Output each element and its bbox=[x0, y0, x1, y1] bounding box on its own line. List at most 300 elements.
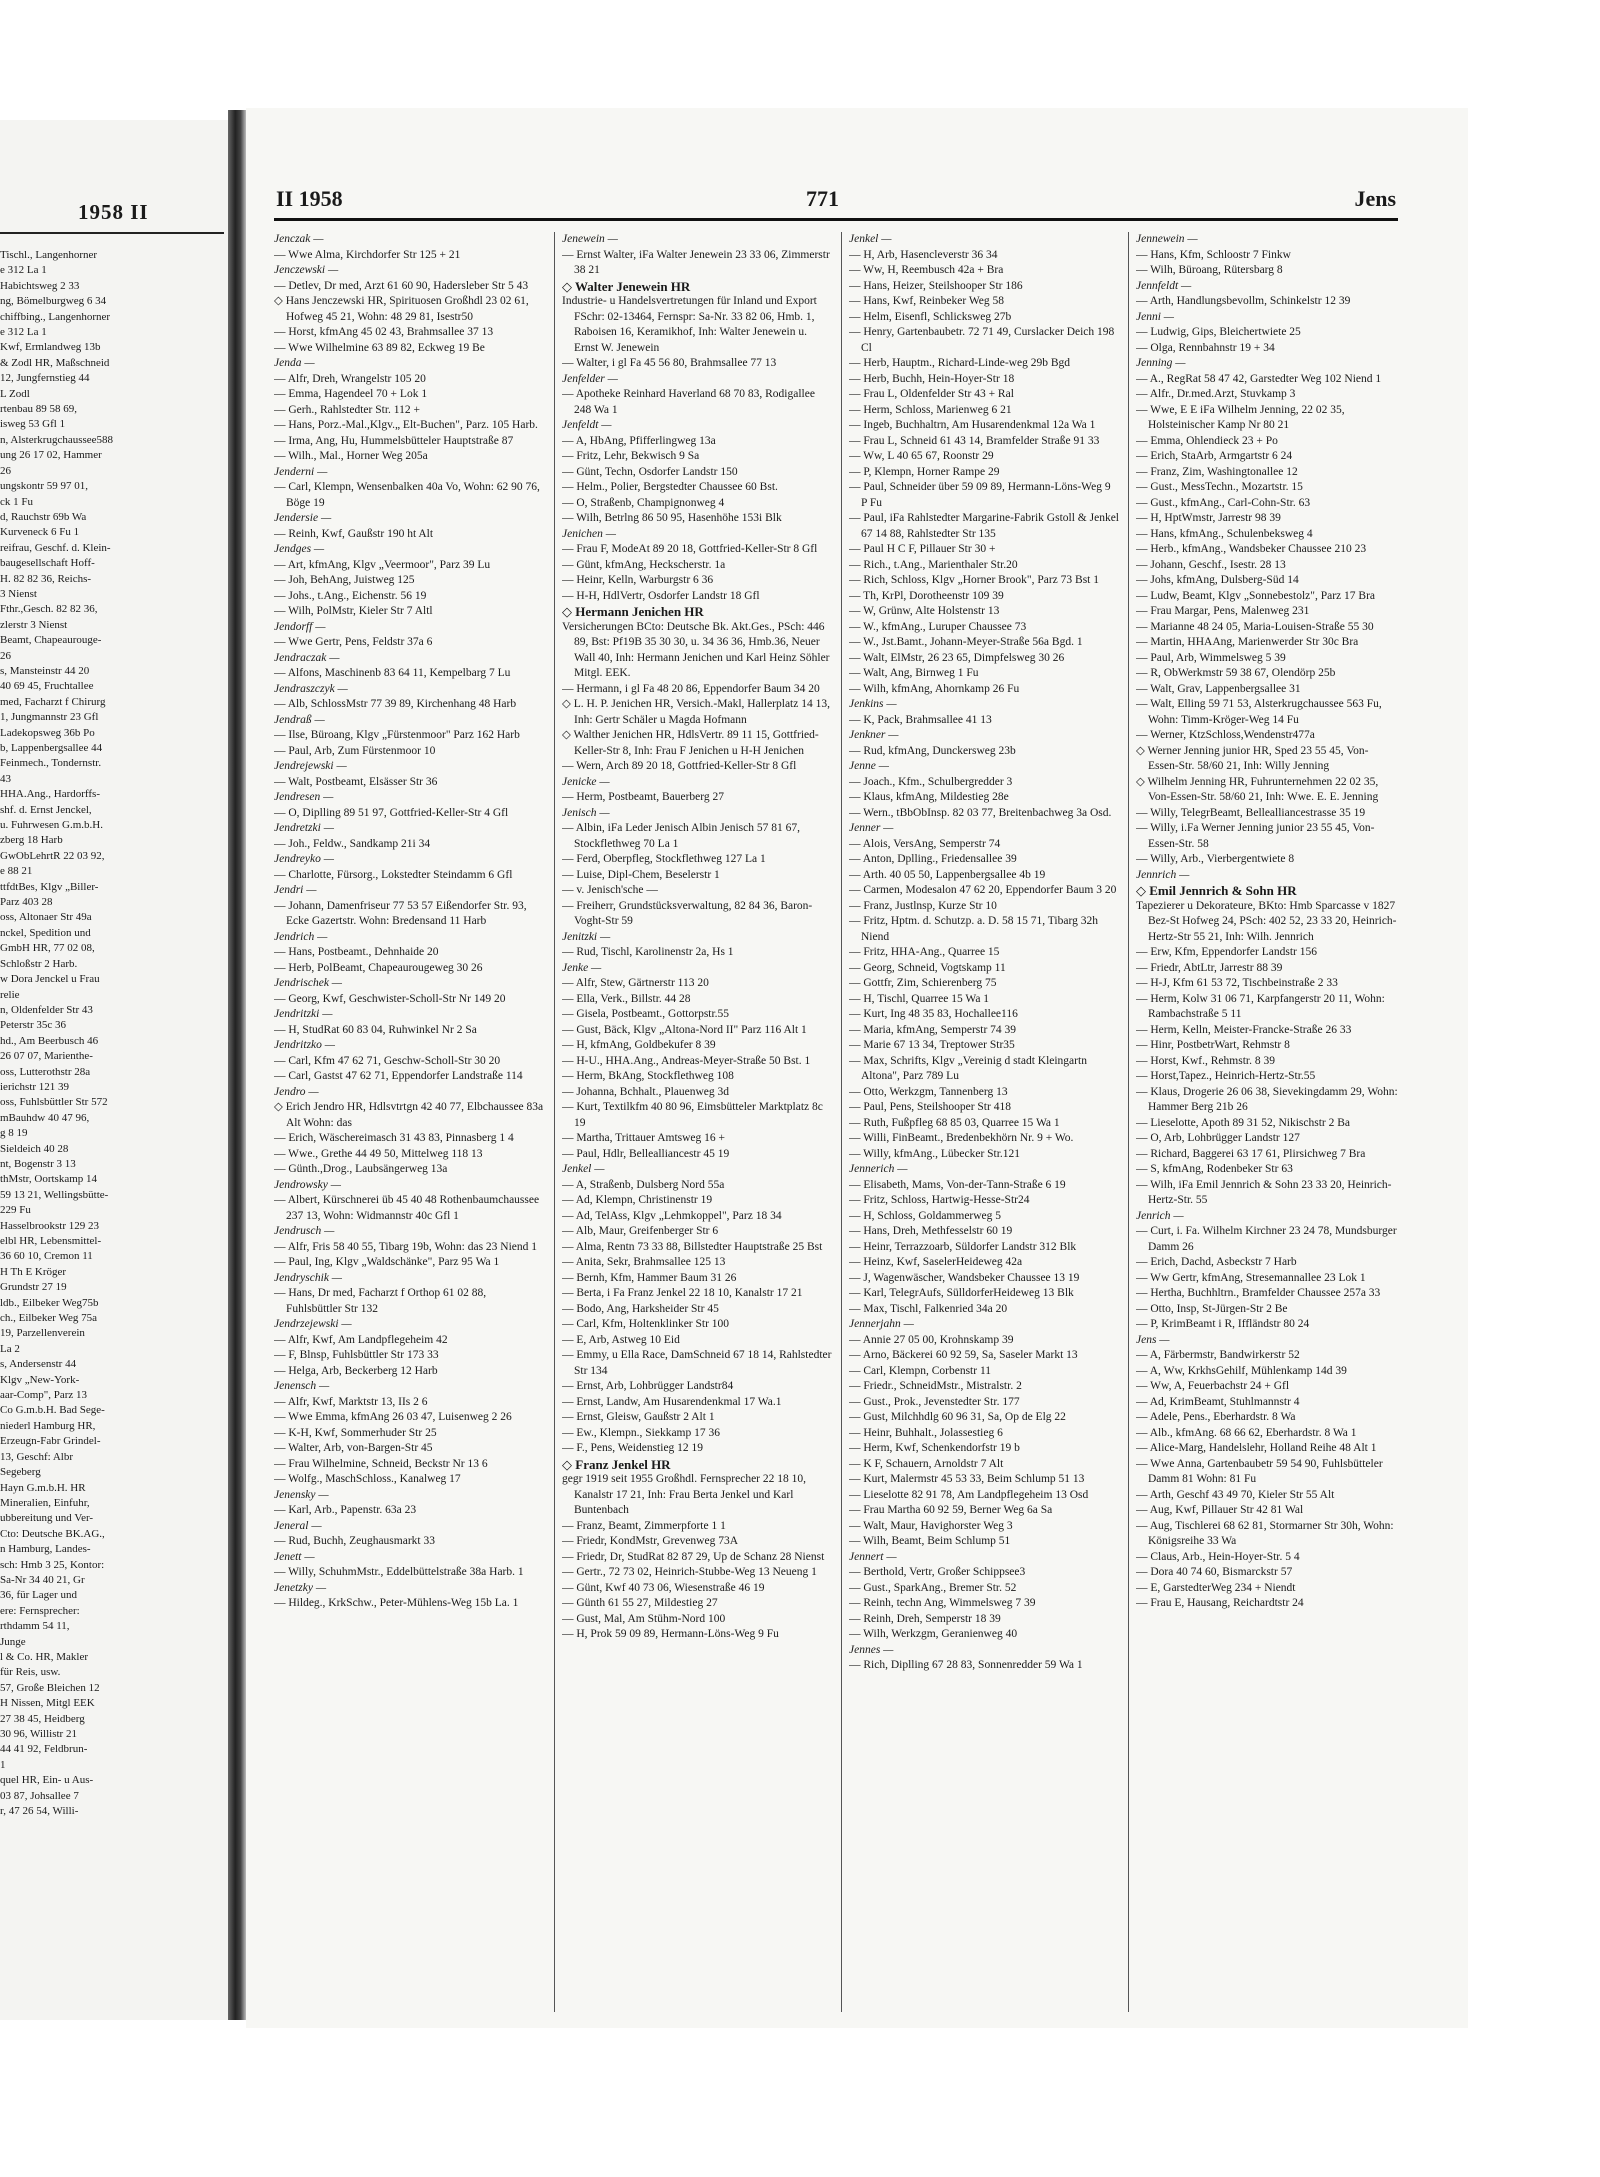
directory-entry: — Gust., Prok., Jevenstedter Str. 177 bbox=[849, 1395, 1020, 1408]
directory-entry: — Marie 67 13 34, Treptower Str35 bbox=[849, 1039, 1015, 1051]
left-page-line: ttfdtBes, Klgv „Biller- bbox=[0, 880, 99, 893]
directory-entry: — Elisabeth, Mams, Von-der-Tann-Straße 6 19 bbox=[849, 1178, 1066, 1191]
directory-entry: Versicherungen BCto: Deutsche Bk. Akt.Ges., PSch: 446 89, Bst: Pf19B 35 30 30, u. 34 36 36, Hmb.36, Neuer Wall 40, Inh: Hermann Jenichen und Karl Heinz Söhler Mitgl. EEK. bbox=[562, 620, 830, 679]
directory-entry: — Herb, Buchh, Hein-Hoyer-Str 18 bbox=[849, 372, 1015, 385]
directory-entry: — Walt, ElMstr, 26 23 65, Dimpfelsweg 30 26 bbox=[849, 651, 1065, 664]
directory-entry: — Freiherr, Grundstücksverwaltung, 82 84 36, Baron-Voght-Str 59 bbox=[562, 899, 813, 927]
surname-group-heading: Jennfeldt — bbox=[1136, 279, 1192, 292]
directory-entry: — Ww, H, Reembusch 42a + Bra bbox=[849, 264, 1004, 276]
left-page-line: GwObLehrtR 22 03 92, bbox=[0, 849, 105, 862]
directory-entry: Tapezierer u Dekorateure, BKto: Hmb Sparcasse v 1827 Bez-St Hofweg 24, PSch: 402 52, 23 33 20, Heinrich-Hertz-Str 55 21, Inh: Wilh. Jennrich bbox=[1136, 899, 1397, 943]
directory-entry: — Rud, kfmAng, Dunckersweg 23b bbox=[849, 744, 1016, 757]
directory-entry: — Helga, Arb, Beckerberg 12 Harb bbox=[274, 1364, 438, 1377]
directory-entry: — Walter, i gl Fa 45 56 80, Brahmsallee 77 13 bbox=[562, 357, 777, 369]
surname-group-heading: Jenkel — bbox=[562, 1163, 605, 1175]
left-page-line: 19, Parzellenverein bbox=[0, 1327, 85, 1340]
directory-entry: — Alfr, Fris 58 40 55, Tibarg 19b, Wohn: das 23 Niend 1 bbox=[274, 1240, 538, 1253]
left-page-line: rthdamm 54 11, bbox=[0, 1620, 70, 1633]
surname-group-heading: Jenfelder — bbox=[562, 372, 618, 385]
left-page-line: Klgv „New-York- bbox=[0, 1373, 80, 1386]
directory-entry: — Johs., t.Ang., Eichenstr. 56 19 bbox=[274, 589, 427, 602]
left-page-line: ck 1 Fu bbox=[0, 495, 33, 508]
left-header-rule bbox=[0, 232, 224, 234]
left-page-line: shf. d. Ernst Jenckel, bbox=[0, 803, 92, 816]
directory-entry: — Gisela, Postbeamt., Gottorpstr.55 bbox=[562, 1008, 730, 1020]
directory-entry: — Gust, Bäck, Klgv „Altona-Nord II" Parz 116 Alt 1 bbox=[562, 1023, 807, 1036]
surname-group-heading: Jenitzki — bbox=[562, 930, 611, 943]
left-page-line: Grundstr 27 19 bbox=[0, 1281, 67, 1294]
directory-entry: — Hinr, PostbetrWart, Rehmstr 8 bbox=[1136, 1039, 1290, 1051]
directory-entry: — Paul, iFa Rahlstedter Margarine-Fabrik Gstoll & Jenkel 67 14 88, Rahlstedter Str 135 bbox=[849, 512, 1119, 540]
directory-entry: — Willy, SchuhmMstr., Eddelbüttelstraße 38a Harb. 1 bbox=[274, 1566, 524, 1578]
directory-entry: — Albert, Kürschnerei üb 45 40 48 Rothenbaumchaussee 237 13, Wohn: Widmannstr 40c Gfl 1 bbox=[274, 1194, 540, 1222]
directory-column-4 bbox=[1136, 232, 1398, 2012]
directory-entry: — Joh, BehAng, Juistweg 125 bbox=[274, 574, 415, 586]
directory-entry: — Herb, Hauptm., Richard-Linde-weg 29b Bgd bbox=[849, 357, 1071, 369]
left-page-header: 1958 II bbox=[78, 200, 149, 224]
left-page-line: Fthr.,Gesch. 82 82 36, bbox=[0, 603, 98, 616]
directory-entry: — Alb., kfmAng. 68 66 62, Eberhardstr. 8 Wa 1 bbox=[1136, 1426, 1357, 1439]
directory-entry: — Emmy, u Ella Race, DamSchneid 67 18 14, Rahlstedter Str 134 bbox=[562, 1349, 832, 1377]
directory-entry: — Heinr, Terrazzoarb, Süldorfer Landstr 312 Blk bbox=[849, 1240, 1077, 1253]
surname-group-heading: Jenetzky — bbox=[274, 1581, 327, 1594]
directory-entry: — Olga, Rennbahnstr 19 + 34 bbox=[1136, 341, 1275, 354]
directory-entry: — A, Färbermstr, Bandwirkerstr 52 bbox=[1136, 1349, 1300, 1361]
directory-entry: — Gust., kfmAng., Carl-Cohn-Str. 63 bbox=[1136, 496, 1311, 509]
surname-group-heading: Jenning — bbox=[1136, 357, 1186, 369]
directory-entry: — Hans, Dr med, Facharzt f Orthop 61 02 88, Fuhlsbüttler Str 132 bbox=[274, 1287, 487, 1315]
left-page-line: Habichtsweg 2 33 bbox=[0, 279, 80, 292]
directory-entry: — Alfr, Dreh, Wrangelstr 105 20 bbox=[274, 372, 426, 385]
directory-entry: — Alfr., Dr.med.Arzt, Stuvkamp 3 bbox=[1136, 388, 1296, 400]
directory-entry: — Wwe Gertr, Pens, Feldstr 37a 6 bbox=[274, 636, 433, 648]
surname-group-heading: Jenkner — bbox=[849, 729, 899, 741]
left-page-line: 1, Jungmannstr 23 Gfl bbox=[0, 711, 99, 724]
surname-group-heading: Jendri — bbox=[274, 884, 317, 896]
directory-entry: ◇ Wilhelm Jenning HR, Fuhrunternehmen 22 02 35, Von-Essen-Str. 58/60 21, Inh: Wwe. E. E. Jenning bbox=[1136, 775, 1379, 803]
directory-entry: — S, kfmAng, Rodenbeker Str 63 bbox=[1136, 1163, 1293, 1175]
directory-entry: — Ww, L 40 65 67, Roonstr 29 bbox=[849, 450, 994, 462]
surname-group-heading: Jenke — bbox=[562, 961, 602, 974]
directory-entry: — Horst, kfmAng 45 02 43, Brahmsallee 37 13 bbox=[274, 326, 494, 338]
directory-entry: — Carl, Kfm 47 62 71, Geschw-Scholl-Str 30 20 bbox=[274, 1054, 501, 1067]
directory-entry: — Emma, Hagendeel 70 + Lok 1 bbox=[274, 388, 428, 400]
page-header-volume: II 1958 bbox=[276, 186, 343, 211]
surname-group-heading: Jennewein — bbox=[1136, 233, 1198, 245]
directory-entry: — Alfons, Maschinenb 83 64 11, Kempelbarg 7 Lu bbox=[274, 667, 511, 679]
directory-entry: — O, Straßenb, Champignonweg 4 bbox=[562, 496, 725, 509]
directory-entry: — Willi, FinBeamt., Bredenbekhörn Nr. 9 + Wo. bbox=[849, 1132, 1074, 1144]
directory-entry: — Ad, Klempn, Christinenstr 19 bbox=[562, 1194, 713, 1206]
directory-entry: — Alfr, Kwf, Am Landpflegeheim 42 bbox=[274, 1333, 448, 1346]
directory-entry: — Ad, TelAss, Klgv „Lehmkoppel", Parz 18 34 bbox=[562, 1209, 782, 1222]
directory-entry: — Günth.,Drog., Laubsängerweg 13a bbox=[274, 1163, 448, 1175]
directory-entry: — Horst,Tapez., Heinrich-Hertz-Str.55 bbox=[1136, 1070, 1316, 1082]
directory-entry: — Wwe, E E iFa Wilhelm Jenning, 22 02 35, Holsteinischer Kamp Nr 80 21 bbox=[1136, 403, 1345, 431]
surname-group-heading: Jenkel — bbox=[849, 233, 892, 245]
directory-entry: — Georg, Schneid, Vogtskamp 11 bbox=[849, 961, 1006, 974]
directory-entry: — Wilh, Büroang, Rütersbarg 8 bbox=[1136, 264, 1283, 276]
directory-entry: — Wilh, Werkzgm, Geranienweg 40 bbox=[849, 1628, 1018, 1640]
directory-entry: — K F, Schauern, Arnoldstr 7 Alt bbox=[849, 1457, 1004, 1470]
surname-group-heading: Jendraszczyk — bbox=[274, 682, 348, 695]
directory-entry: — Wilh, Betrlng 86 50 95, Hasenhöhe 153i Blk bbox=[562, 512, 782, 524]
directory-entry: — Friedr, AbtLtr, Jarrestr 88 39 bbox=[1136, 961, 1283, 974]
left-page-line: relie bbox=[0, 988, 20, 1001]
left-page-line: Co G.m.b.H. Bad Sege- bbox=[0, 1404, 105, 1417]
directory-entry: — Hans, Heizer, Steilshooper Str 186 bbox=[849, 279, 1023, 292]
left-page-line: n Hamburg, Landes- bbox=[0, 1543, 91, 1556]
directory-entry: — Paul, Pens, Steilshooper Str 418 bbox=[849, 1101, 1011, 1113]
surname-group-heading: Jendrowsky — bbox=[274, 1178, 341, 1191]
directory-entry: — Th, KrPl, Dorotheenstr 109 39 bbox=[849, 589, 1004, 602]
directory-entry: — H, Arb, Hasencleverstr 36 34 bbox=[849, 248, 998, 261]
directory-entry: — Rich, Schloss, Klgv „Horner Brook", Parz 73 Bst 1 bbox=[849, 574, 1100, 586]
directory-entry: — Erich, Wäschereimasch 31 43 83, Pinnasberg 1 4 bbox=[274, 1132, 514, 1144]
left-page-line: nt, Bogenstr 3 13 bbox=[0, 1157, 76, 1170]
directory-entry: — Werner, KtzSchloss,Wendenstr477a bbox=[1136, 729, 1315, 741]
directory-entry: — Hans, Postbeamt., Dehnhaide 20 bbox=[274, 946, 439, 958]
directory-entry: — Alma, Rentn 73 33 88, Billstedter Hauptstraße 25 Bst bbox=[562, 1240, 823, 1253]
directory-entry: — Paul, Arb, Zum Fürstenmoor 10 bbox=[274, 744, 436, 757]
surname-group-heading: Jendges — bbox=[274, 543, 325, 555]
surname-group-heading: Jendrusch — bbox=[274, 1225, 335, 1237]
surname-group-heading: Jenichen — bbox=[562, 527, 616, 540]
directory-entry: — Joh., Feldw., Sandkamp 21i 34 bbox=[274, 837, 431, 850]
left-page-line: GmbH HR, 77 02 08, bbox=[0, 942, 95, 955]
directory-entry: — Herm, BkAng, Stockflethweg 108 bbox=[562, 1070, 734, 1082]
directory-entry: — E, Arb, Astweg 10 Eid bbox=[562, 1333, 680, 1346]
directory-entry: — Bernh, Kfm, Hammer Baum 31 26 bbox=[562, 1271, 737, 1284]
directory-entry: — Lieselotte, Apoth 89 31 52, Nikischstr 2 Ba bbox=[1136, 1116, 1351, 1129]
left-page-line: 30 96, Willistr 21 bbox=[0, 1728, 77, 1740]
left-page-line: ungskontr 59 97 01, bbox=[0, 480, 88, 493]
left-page-line: HHA.Ang., Hardorffs- bbox=[0, 788, 100, 801]
surname-group-heading: Jendrejewski — bbox=[274, 760, 347, 772]
directory-entry: — Paul, Ing, Klgv „Waldschänke", Parz 95 Wa 1 bbox=[274, 1256, 500, 1268]
directory-entry: — Gertr., 72 73 02, Heinrich-Stubbe-Weg 13 Neueng 1 bbox=[562, 1566, 817, 1578]
directory-entry: — Gust., MessTechn., Mozartstr. 15 bbox=[1136, 481, 1303, 493]
left-page-line: H Th E Kröger bbox=[0, 1265, 67, 1278]
directory-entry: — Friedr., SchneidMstr., Mistralstr. 2 bbox=[849, 1380, 1022, 1392]
left-page-line: 57, Große Bleichen 12 bbox=[0, 1681, 100, 1694]
directory-entry: — Ernst, Arb, Lohbrügger Landstr84 bbox=[562, 1380, 734, 1392]
directory-entry: — H, HptWmstr, Jarrestr 98 39 bbox=[1136, 512, 1281, 524]
directory-entry: — Karl, Arb., Papenstr. 63a 23 bbox=[274, 1504, 417, 1516]
column-divider bbox=[554, 232, 555, 2012]
left-page-line: für Reis, usw. bbox=[0, 1666, 61, 1679]
left-page-line: ng, Bömelburgweg 6 34 bbox=[0, 295, 107, 308]
directory-entry: — J, Wagenwäscher, Wandsbeker Chaussee 13 19 bbox=[849, 1271, 1080, 1284]
directory-entry: — Carmen, Modesalon 47 62 20, Eppendorfer Baum 3 20 bbox=[849, 884, 1117, 896]
left-page-line: 1 bbox=[0, 1758, 6, 1771]
directory-entry: ◇ Erich Jendro HR, Hdlsvtrtgn 42 40 77, Elbchaussee 83a Alt Wohn: das bbox=[274, 1101, 544, 1129]
left-page-line: isweg 53 Gfl 1 bbox=[0, 418, 66, 431]
surname-group-heading: Jenne — bbox=[849, 760, 889, 772]
surname-group-heading: Jendreyko — bbox=[274, 853, 334, 865]
directory-entry: — Reinh, techn Ang, Wimmelsweg 7 39 bbox=[849, 1597, 1036, 1609]
surname-group-heading: Jenczak — bbox=[274, 233, 324, 245]
directory-entry: — Arth. 40 05 50, Lappenbergsallee 4b 19 bbox=[849, 868, 1046, 881]
directory-entry: — W., Jst.Bamt., Johann-Meyer-Straße 56a Bgd. 1 bbox=[849, 636, 1083, 648]
directory-entry: — Ad, KrimBeamt, Stuhlmannstr 4 bbox=[1136, 1395, 1300, 1408]
left-page-line: n, Alsterkrugchaussee588 bbox=[0, 433, 114, 446]
left-page-line: w Dora Jenckel u Frau bbox=[0, 973, 100, 986]
directory-entry: — E, GarstedterWeg 234 + Niendt bbox=[1136, 1581, 1296, 1594]
surname-group-heading: Jendraß — bbox=[274, 713, 325, 726]
directory-entry: — Ludw, Beamt, Klgv „Sonnebestolz", Parz 17 Bra bbox=[1136, 589, 1376, 602]
directory-entry: — Hans, Kwf, Reinbeker Weg 58 bbox=[849, 295, 1005, 307]
directory-entry: — Wern., tBbObInsp. 82 03 77, Breitenbachweg 3a Osd. bbox=[849, 806, 1112, 819]
directory-entry: — Carl, Gastst 47 62 71, Eppendorfer Landstraße 114 bbox=[274, 1070, 523, 1082]
directory-entry: — Arth, Geschf 43 49 70, Kieler Str 55 Alt bbox=[1136, 1488, 1335, 1501]
surname-group-heading: Jenkins — bbox=[849, 698, 897, 710]
directory-entry: — Art, kfmAng, Klgv „Veermoor", Parz 39 Lu bbox=[274, 558, 491, 571]
directory-entry: Industrie- u Handelsvertretungen für Inland und Export FSchr: 02-13464, Fernspr: Sa-Nr. 33 82 06, Hmb. 1, Raboisen 16, Keramikhof, Inh: Walter Jenewein u. Ernst W. Jenewein bbox=[562, 295, 817, 354]
directory-entry: — Heinr, Kelln, Warburgstr 6 36 bbox=[562, 574, 714, 586]
firm-listing-heading: ◇ Hermann Jenichen HR bbox=[562, 604, 704, 619]
left-page-line: L Zodl bbox=[0, 387, 30, 400]
directory-entry: — v. Jenisch'sche — bbox=[562, 884, 658, 896]
directory-entry: — Wilh, kfmAng, Ahornkamp 26 Fu bbox=[849, 682, 1020, 695]
left-page-line: 3 Nienst bbox=[0, 587, 37, 600]
directory-entry: — Herm, Kwf, Schenkendorfstr 19 b bbox=[849, 1442, 1020, 1454]
left-page-line: 26 bbox=[0, 649, 11, 662]
directory-entry: — Emma, Ohlendieck 23 + Po bbox=[1136, 434, 1278, 447]
directory-entry: — Adele, Pens., Eberhardstr. 8 Wa bbox=[1136, 1411, 1296, 1423]
left-page-line: 229 Fu bbox=[0, 1204, 31, 1217]
directory-column-1 bbox=[274, 232, 544, 2012]
directory-entry: — Erich, Dachd, Asbeckstr 7 Harb bbox=[1136, 1256, 1297, 1268]
directory-entry: — Rich., t.Ang., Marienthaler Str.20 bbox=[849, 558, 1018, 571]
directory-entry: — Herm, Kolw 31 06 71, Karpfangerstr 20 11, Wohn: Rambachstraße 5 11 bbox=[1136, 992, 1385, 1020]
directory-entry: — Wwe Emma, kfmAng 26 03 47, Luisenweg 2 26 bbox=[274, 1411, 512, 1423]
page-number: 771 bbox=[806, 186, 839, 211]
left-page-line: Hasselbrookstr 129 23 bbox=[0, 1219, 99, 1232]
directory-entry: — Kurt, Textilkfm 40 80 96, Eimsbütteler Marktplatz 8c 19 bbox=[562, 1101, 823, 1129]
surname-group-heading: Jens — bbox=[1136, 1333, 1170, 1346]
directory-entry: — Friedr, KondMstr, Grevenweg 73A bbox=[562, 1535, 739, 1547]
directory-entry: — Georg, Kwf, Geschwister-Scholl-Str Nr 149 20 bbox=[274, 992, 506, 1005]
left-page-fragment bbox=[0, 120, 228, 2020]
surname-group-heading: Jendro — bbox=[274, 1085, 319, 1098]
directory-entry: — Hans, Kfm, Schloostr 7 Finkw bbox=[1136, 248, 1291, 261]
directory-column-3 bbox=[849, 232, 1119, 2012]
firm-listing-heading: ◇ Emil Jennrich & Sohn HR bbox=[1136, 883, 1297, 898]
directory-entry: — Rud, Buchh, Zeughausmarkt 33 bbox=[274, 1535, 435, 1547]
directory-entry: — Frau L, Schneid 61 43 14, Bramfelder Straße 91 33 bbox=[849, 434, 1100, 447]
directory-entry: — Günt, kfmAng, Heckscherstr. 1a bbox=[562, 558, 726, 571]
surname-group-heading: Jendritzki — bbox=[274, 1008, 333, 1020]
directory-entry: — Paul, Arb, Wimmelsweg 5 39 bbox=[1136, 651, 1286, 664]
directory-entry: — Ww, A, Feuerbachstr 24 + Gfl bbox=[1136, 1380, 1290, 1392]
page-header bbox=[246, 186, 1396, 216]
surname-group-heading: Jendorff — bbox=[274, 620, 326, 633]
directory-entry: — K, Pack, Brahmsallee 41 13 bbox=[849, 713, 992, 726]
left-page-line: Peterstr 35c 36 bbox=[0, 1019, 66, 1032]
directory-entry: — Herm, Kelln, Meister-Francke-Straße 26 33 bbox=[1136, 1023, 1352, 1036]
directory-entry: — Horst, Kwf., Rehmstr. 8 39 bbox=[1136, 1054, 1275, 1067]
directory-entry: — F, Blnsp, Fuhlsbüttler Str 173 33 bbox=[274, 1349, 439, 1361]
left-page-line: quel HR, Ein- u Aus- bbox=[0, 1774, 94, 1787]
left-page-line: u. Fuhrwesen G.m.b.H. bbox=[0, 819, 103, 832]
directory-entry: — Curt, i. Fa. Wilhelm Kirchner 23 24 78, Mundsburger Damm 26 bbox=[1136, 1225, 1397, 1253]
firm-listing-heading: ◇ Franz Jenkel HR bbox=[562, 1456, 671, 1472]
left-page-line: 27 38 45, Heidberg bbox=[0, 1712, 85, 1725]
directory-entry: — Henry, Gartenbaubetr. 72 71 49, Curslacker Deich 198 Cl bbox=[849, 326, 1115, 354]
directory-entry: — Wern, Arch 89 20 18, Gottfried-Keller-Str 8 Gfl bbox=[562, 760, 797, 772]
directory-entry: — Max, Tischl, Falkenried 34a 20 bbox=[849, 1302, 1008, 1315]
left-page-line: 36 60 10, Cremon 11 bbox=[0, 1250, 93, 1263]
surname-group-heading: Jendrischek — bbox=[274, 977, 343, 989]
left-page-line: s, Mansteinstr 44 20 bbox=[0, 664, 90, 677]
directory-entry: — Richard, Baggerei 63 17 61, Plirsichweg 7 Bra bbox=[1136, 1147, 1366, 1160]
directory-entry: — Claus, Arb., Hein-Hoyer-Str. 5 4 bbox=[1136, 1550, 1300, 1563]
directory-entry: — Arth, Handlungsbevollm, Schinkelstr 12 39 bbox=[1136, 295, 1351, 307]
left-page-line: 26 bbox=[0, 464, 11, 477]
left-page-line: oss, Lutterothstr 28a bbox=[0, 1065, 91, 1078]
directory-entry: — Berta, i Fa Franz Jenkel 22 18 10, Kanalstr 17 21 bbox=[562, 1287, 803, 1299]
left-page-line: baugesellschaft Hoff- bbox=[0, 557, 95, 570]
surname-group-heading: Jenczewski — bbox=[274, 264, 339, 276]
directory-entry: — Martin, HHAAng, Marienwerder Str 30c Bra bbox=[1136, 636, 1359, 648]
surname-group-heading: Jennes — bbox=[849, 1643, 894, 1656]
left-page-line: n, Oldenfelder Str 43 bbox=[0, 1003, 93, 1016]
left-page-line: 03 87, Johsallee 7 bbox=[0, 1789, 79, 1802]
directory-entry: ◇ Hans Jenczewski HR, Spirituosen Großhdl 23 02 61, Hofweg 45 21, Wohn: 48 29 81, Isestr50 bbox=[274, 295, 529, 323]
directory-entry: — H, kfmAng, Goldbekufer 8 39 bbox=[562, 1039, 716, 1051]
directory-entry: — Marianne 48 24 05, Maria-Louisen-Straße 55 30 bbox=[1136, 620, 1374, 633]
directory-entry: — H-J, Kfm 61 53 72, Tischbeinstraße 2 33 bbox=[1136, 977, 1338, 989]
directory-entry: — W., kfmAng., Luruper Chaussee 73 bbox=[849, 620, 1027, 633]
directory-entry: — Ingeb, Buchhaltrn, Am Husarendenkmal 12a Wa 1 bbox=[849, 419, 1096, 431]
directory-entry: — Herb, PolBeamt, Chapeaurougeweg 30 26 bbox=[274, 961, 483, 974]
header-rule bbox=[274, 218, 1398, 221]
directory-entry: — Franz, Beamt, Zimmerpforte 1 1 bbox=[562, 1519, 726, 1532]
directory-entry: — W, Grünw, Alte Holstenstr 13 bbox=[849, 605, 1000, 617]
left-page-line: Tischl., Langenhorner bbox=[0, 249, 98, 261]
left-page-line: Hayn G.m.b.H. HR bbox=[0, 1481, 86, 1494]
left-page-line: rtenbau 89 58 69, bbox=[0, 403, 77, 416]
directory-entry: — Alb, SchlossMstr 77 39 89, Kirchenhang 48 Harb bbox=[274, 698, 517, 710]
left-page-line: reifrau, Geschf. d. Klein- bbox=[0, 541, 111, 554]
directory-entry: — Reinh, Kwf, Gaußstr 190 ht Alt bbox=[274, 527, 434, 540]
directory-entry: — Wilh., Mal., Horner Weg 205a bbox=[274, 450, 428, 462]
left-page-line: niederl Hamburg HR, bbox=[0, 1419, 96, 1432]
directory-entry: — Wilh, PolMstr, Kieler Str 7 Altl bbox=[274, 605, 433, 617]
directory-entry: — Ernst, Gleisw, Gaußstr 2 Alt 1 bbox=[562, 1411, 715, 1423]
left-page-line: sch: Hmb 3 25, Kontor: bbox=[0, 1558, 105, 1571]
directory-entry: — Max, Schrifts, Klgv „Vereinig d stadt Kleingartn Altona", Parz 789 Lu bbox=[849, 1054, 1087, 1082]
directory-entry: — H, StudRat 60 83 04, Ruhwinkel Nr 2 Sa bbox=[274, 1023, 477, 1036]
directory-entry: — Hans, Porz.-Mal.,Klgv.„ Elt-Buchen", Parz. 105 Harb. bbox=[274, 419, 538, 431]
surname-group-heading: Jenisch — bbox=[562, 806, 610, 819]
left-page-line: elbl HR, Lebensmittel- bbox=[0, 1235, 102, 1247]
left-page-line: ubbereitung und Ver- bbox=[0, 1512, 94, 1525]
directory-entry: — O, Arb, Lohbrügger Landstr 127 bbox=[1136, 1132, 1300, 1144]
directory-entry: — Ilse, Büroang, Klgv „Fürstenmoor" Parz 162 Harb bbox=[274, 729, 520, 741]
directory-entry: — Erich, StaArb, Armgartstr 6 24 bbox=[1136, 450, 1293, 462]
left-page-line: b, Lappenbergsallee 44 bbox=[0, 742, 103, 754]
directory-entry: — Anton, Dplling., Friedensallee 39 bbox=[849, 853, 1017, 865]
left-page-line: Cto: Deutsche BK.AG., bbox=[0, 1527, 105, 1540]
column-divider bbox=[1128, 232, 1129, 2012]
directory-entry: ◇ Werner Jenning junior HR, Sped 23 55 45, Von-Essen-Str. 58/60 21, Inh: Willy Jenning bbox=[1136, 744, 1369, 772]
directory-entry: — Irma, Ang, Hu, Hummelsbütteler Hauptstraße 87 bbox=[274, 434, 514, 447]
directory-entry: — Wilh, iFa Emil Jennrich & Sohn 23 33 20, Heinrich-Hertz-Str. 55 bbox=[1136, 1178, 1392, 1206]
directory-entry: — Johs, kfmAng, Dulsberg-Süd 14 bbox=[1136, 574, 1299, 586]
surname-group-heading: Jenewein — bbox=[562, 233, 618, 245]
directory-entry: — Alice-Marg, Handelslehr, Holland Reihe 48 Alt 1 bbox=[1136, 1442, 1377, 1454]
directory-entry: — Dora 40 74 60, Bismarckstr 57 bbox=[1136, 1566, 1293, 1578]
directory-entry: — Ferd, Oberpfleg, Stockflethweg 127 La 1 bbox=[562, 853, 766, 865]
directory-entry: — H, Schloss, Goldammerweg 5 bbox=[849, 1209, 1002, 1222]
surname-group-heading: Jendersie — bbox=[274, 512, 332, 524]
directory-entry: — Ella, Verk., Billstr. 44 28 bbox=[562, 992, 691, 1005]
directory-entry: — A, Ww, KrkhsGehilf, Mühlenkamp 14d 39 bbox=[1136, 1364, 1347, 1377]
directory-entry: — Detlev, Dr med, Arzt 61 60 90, Hadersleber Str 5 43 bbox=[274, 279, 529, 292]
surname-group-heading: Jennerich — bbox=[849, 1163, 908, 1175]
left-page-line: ung 26 17 02, Hammer bbox=[0, 449, 102, 462]
directory-entry: — Aug, Kwf, Pillauer Str 42 81 Wal bbox=[1136, 1504, 1304, 1516]
left-page-line: 36, für Lager und bbox=[0, 1589, 77, 1602]
directory-entry: gegr 1919 seit 1955 Großhdl. Fernsprecher 22 18 10, Kanalstr 17 21, Inh: Frau Berta Jenkel und Karl Buntenbach bbox=[562, 1473, 807, 1516]
surname-group-heading: Jendretzki — bbox=[274, 822, 334, 834]
directory-entry: — Heinz, Kwf, SaselerHeideweg 42a bbox=[849, 1256, 1023, 1268]
surname-group-heading: Jennert — bbox=[849, 1550, 897, 1563]
surname-group-heading: Jenfeldt — bbox=[562, 419, 612, 431]
directory-entry: — Albin, iFa Leder Jenisch Albin Jenisch 57 81 67, Stockflethweg 70 La 1 bbox=[562, 822, 800, 850]
surname-group-heading: Jenensky — bbox=[274, 1488, 329, 1501]
directory-entry: ◇ Walther Jenichen HR, HdlsVertr. 89 11 15, Gottfried-Keller-Str 8, Inh: Frau F Jenichen u H-H Jenichen bbox=[562, 729, 819, 757]
directory-entry: — Carl, Klempn, Corbenstr 11 bbox=[849, 1364, 992, 1377]
left-page-line: s, Andersenstr 44 bbox=[0, 1358, 77, 1371]
directory-entry: — Aug, Tischlerei 68 62 81, Stormarner Str 30h, Wohn: Königsreihe 33 Wa bbox=[1136, 1519, 1394, 1547]
directory-entry: — Martha, Trittauer Amtsweg 16 + bbox=[562, 1132, 726, 1144]
directory-entry: — Johanna, Bchhalt., Plauenweg 3d bbox=[562, 1085, 730, 1098]
left-page-line: Sieldeich 40 28 bbox=[0, 1142, 69, 1155]
directory-entry: — Ernst, Landw, Am Husarendenkmal 17 Wa.1 bbox=[562, 1395, 782, 1408]
left-page-line: 26 07 07, Marienthe- bbox=[0, 1050, 93, 1063]
left-page-line: ldb., Eilbeker Weg75b bbox=[0, 1296, 99, 1309]
directory-entry: — Arno, Bäckerei 60 92 59, Sa, Saseler Markt 13 bbox=[849, 1349, 1078, 1361]
left-page-line: H. 82 82 36, Reichs- bbox=[0, 572, 92, 585]
left-page-line: Mineralien, Einfuhr, bbox=[0, 1496, 90, 1509]
directory-entry: — A, Straßenb, Dulsberg Nord 55a bbox=[562, 1178, 725, 1191]
directory-entry: — Gust, Mal, Am Stühm-Nord 100 bbox=[562, 1612, 726, 1625]
directory-entry: — Walt, Postbeamt, Elsässer Str 36 bbox=[274, 775, 438, 788]
directory-entry: — A, HbAng, Pfifferlingweg 13a bbox=[562, 434, 716, 447]
left-page-line: Feinmech., Tondernstr. bbox=[0, 757, 102, 770]
directory-entry: — P, KrimBeamt i R, Iffländstr 80 24 bbox=[1136, 1318, 1310, 1330]
directory-entry: — Herm, Postbeamt, Bauerberg 27 bbox=[562, 791, 725, 803]
directory-entry: — Herm, Schloss, Marienweg 6 21 bbox=[849, 403, 1012, 416]
left-page-line: oss, Fuhlsbüttler Str 572 bbox=[0, 1096, 108, 1109]
firm-listing-heading: ◇ Walter Jenewein HR bbox=[562, 278, 691, 294]
directory-entry: — Gerh., Rahlstedter Str. 112 + bbox=[274, 403, 420, 416]
left-page-lines bbox=[0, 248, 220, 1819]
left-page-line: g 8 19 bbox=[0, 1127, 28, 1140]
directory-columns bbox=[274, 232, 1398, 2012]
left-page-line: 44 41 92, Feldbrun- bbox=[0, 1743, 88, 1756]
left-page-line: & Zodl HR, Maßschneid bbox=[0, 356, 110, 369]
surname-group-heading: Jenner — bbox=[849, 822, 894, 834]
directory-entry: — Kurt, Ing 48 35 83, Hochallee116 bbox=[849, 1008, 1018, 1020]
directory-entry: — Lieselotte 82 91 78, Am Landpflegeheim 13 Osd bbox=[849, 1488, 1089, 1501]
directory-entry: — Wwe., Grethe 44 49 50, Mittelweg 118 13 bbox=[274, 1147, 483, 1160]
directory-entry: — Alb, Maur, Greifenberger Str 6 bbox=[562, 1225, 719, 1237]
left-page-line: 43 bbox=[0, 772, 11, 785]
